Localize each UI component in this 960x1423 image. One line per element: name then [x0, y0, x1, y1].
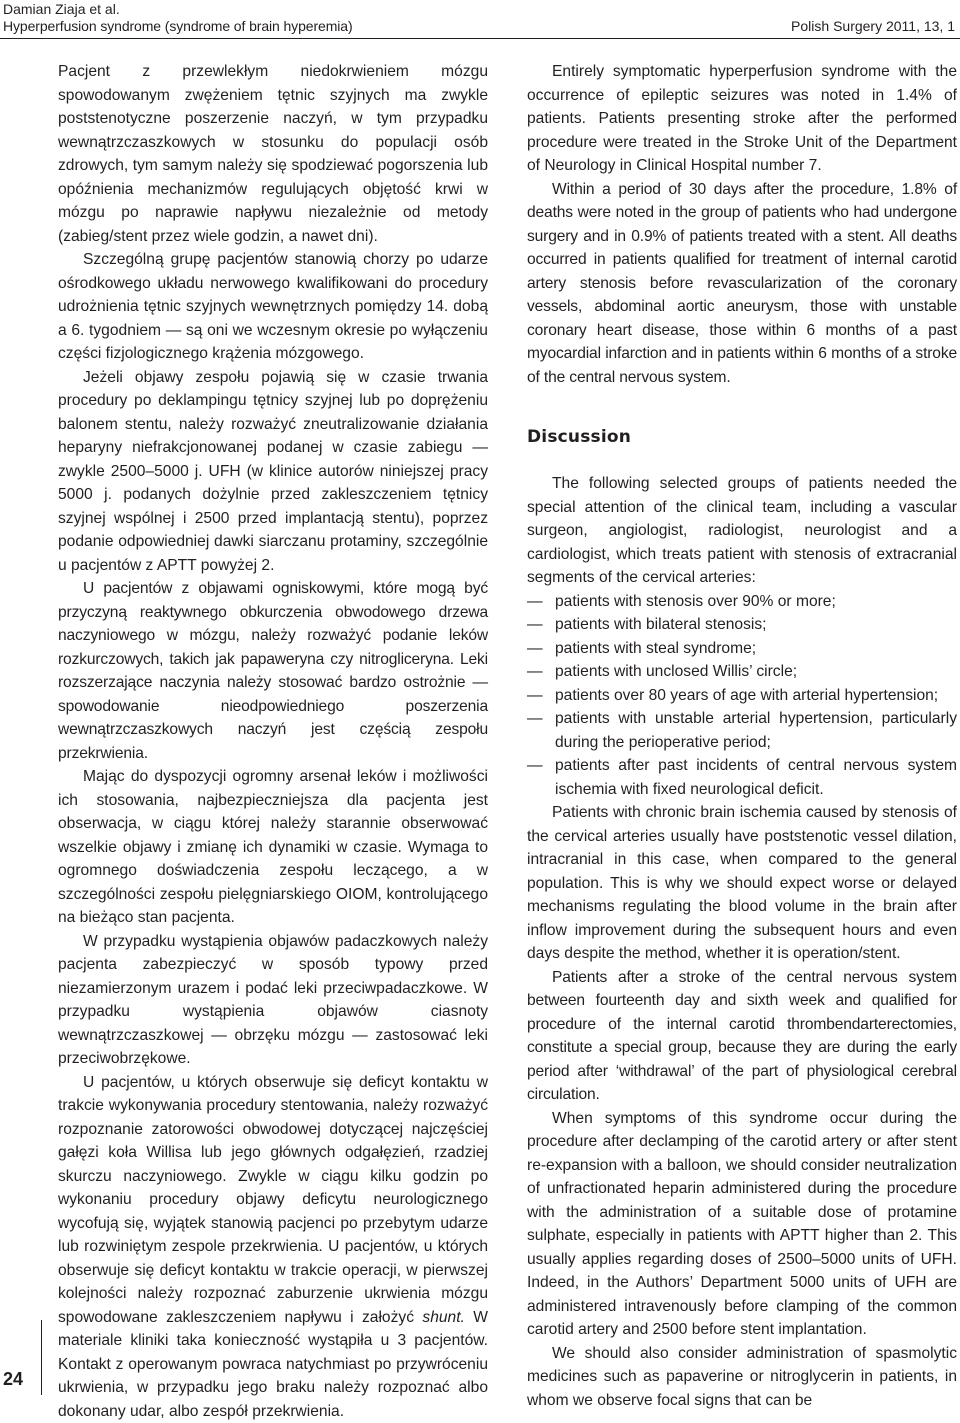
paragraph: Patients after a stroke of the central nervous system between fourteenth day and sixth week and qualified for procedure of the internal carotid thrombendarterectomies, constitute a special group, because they are during the early period after ‘withdrawal’ of the part of physiological cerebral circulation. [527, 966, 957, 1107]
header-article-title: Hyperperfusion syndrome (syndrome of brain hyperemia) [3, 18, 353, 35]
list-item: — patients with unclosed Willis’ circle; [527, 660, 957, 684]
list-item: — patients after past incidents of central nervous system ischemia with fixed neurological deficit. [527, 754, 957, 801]
paragraph: The following selected groups of patients needed the special attention of the clinical team, including a vascular surgeon, angiologist, radiologist, neurologist and a cardiologist, which treats patient with stenosis of extracranial segments of the cervical arteries: [527, 472, 957, 590]
patient-group-list [527, 590, 957, 802]
list-item: — patients with steal syndrome; [527, 637, 957, 661]
paragraph: W przypadku wystąpienia objawów padaczkowych należy pacjenta zabezpieczyć w sposób typowy przed niezamierzonym urazem i podać leki przeciwpadaczkowe. W przypadku wystąpienia objawów ciasnoty wewnątrzczaszkowej — obrzęku mózgu — zastosować leki przeciwobrzękowe. [58, 930, 488, 1071]
paragraph: When symptoms of this syndrome occur during the procedure after declamping of the carotid artery or after stent re-expansion with a balloon, we should consider neutralization of unfractionated heparin administered during the procedure with the administration of a suitable dose of protamine sulphate, especially in patients with APTT higher than 2. This usually applies regarding doses of 2500–5000 units of UFH. Indeed, in the Authors’ Department 5000 units of UFH are administered intravenously before clamping of the common carotid artery and 2500 before stent implantation. [527, 1107, 957, 1342]
left-column [58, 60, 488, 1423]
page-number-rule [41, 1320, 42, 1395]
list-item: — patients with bilateral stenosis; [527, 613, 957, 637]
section-heading-discussion: Discussion [527, 426, 957, 448]
list-item: — patients with unstable arterial hypertension, particularly during the perioperative period; [527, 707, 957, 754]
right-column [527, 60, 957, 1412]
running-header [3, 1, 353, 35]
paragraph: Within a period of 30 days after the procedure, 1.8% of deaths were noted in the group of patients who had undergone surgery and in 0.9% of patients treated with a stent. All deaths occurred in patients qualified for treatment of internal carotid artery stenosis before revascularization of the coronary vessels, abdominal aortic aneurysm, those with unstable coronary heart disease, those within 6 months of a past myocardial infarction and in patients within 6 months of a stroke of the central nervous system. [527, 178, 957, 390]
header-rule [0, 38, 960, 39]
paragraph: Pacjent z przewlekłym niedokrwieniem mózgu spowodowanym zwężeniem tętnic szyjnych ma zwykle poststenotyczne poszerzenie naczyń, w tym przypadku wewnątrzczaszkowych w stosunku do populacji osób zdrowych, tym samym należy się spodziewać pogorszenia lub opóźnienia mechanizmów regulujących objętość krwi w mózgu po naprawie napływu niezależnie od metody (zabieg/stent przez wiele godzin, a nawet dni). [58, 60, 488, 248]
list-item: — patients over 80 years of age with arterial hypertension; [527, 684, 957, 708]
paragraph-text: W materiale kliniki taka konieczność wystąpiła u 3 pacjentów. Kontakt z operowanym powraca natychmiast po przywróceniu ukrwienia, w przypadku jego braku należy rozpoznać albo dokonany udar, albo zespół przekrwienia. [58, 1309, 488, 1420]
list-item: — patients with stenosis over 90% or more; [527, 590, 957, 614]
paragraph: Mając do dyspozycji ogromny arsenał leków i możliwości ich stosowania, najbezpieczniejsza dla pacjenta jest obserwacja, w ciągu której należy starannie obserwować wszelkie objawy i zmianę ich dynamiki w czasie. Wymaga to ogromnego doświadczenia zespołu leczącego, a w szczególności zespołu pielęgniarskiego OIOM, kontrolującego na bieżąco stan pacjenta. [58, 765, 488, 930]
shunt-italic: shunt. [422, 1309, 464, 1326]
paragraph [58, 1071, 488, 1423]
paragraph: U pacjentów z objawami ogniskowymi, które mogą być przyczyną reaktywnego obkurczenia obwodowego drzewa naczyniowego w mózgu, należy rozważyć podanie leków rozkurczowych, takich jak papaweryna czy nitrogliceryna. Leki rozszerzające naczynia należy stosować bardzo ostrożnie — spowodowanie nieodpowiedniego poszerzenia wewnątrzczaszkowych naczyń jest częścią zespołu przekrwienia. [58, 577, 488, 765]
paragraph-text: U pacjentów, u których obserwuje się deficyt kontaktu w trakcie wykonywania procedury stentowania, należy rozważyć rozpoznanie zatorowości obwodowej dotyczącej najczęściej gałęzi koła Willisa lub jego głównych odgałęzień, rzadziej skurczu naczyniowego. Zwykle w ciągu kilku godzin po wykonaniu procedury objawy deficytu neurologicznego wycofują się, wyjątek stanowią pacjenci po przebytym udarze lub rozwiniętym zespole przekrwienia. U pacjentów, u których obserwuje się deficyt kontaktu w trakcie operacji, w pierwszej kolejności należy rozpoznać zaburzenie ukrwienia mózgu spowodowane zakleszczeniem napływu i założyć [58, 1074, 488, 1326]
paragraph: Patients with chronic brain ischemia caused by stenosis of the cervical arteries usually have poststenotic vessel dilation, intracranial in this case, when compared to the general population. This is why we should expect worse or delayed mechanisms regulating the blood volume in the brain after inflow improvement during the subsequent hours and even days despite the method, whether it is operation/stent. [527, 801, 957, 966]
paragraph: Entirely symptomatic hyperperfusion syndrome with the occurrence of epileptic seizures was noted in 1.4% of patients. Patients presenting stroke after the performed procedure were treated in the Stroke Unit of the Department of Neurology in Clinical Hospital number 7. [527, 60, 957, 178]
paragraph: Jeżeli objawy zespołu pojawią się w czasie trwania procedury po deklampingu tętnicy szyjnej lub po doprężeniu balonem stentu, należy rozważyć zneutralizowanie działania heparyny niefrakcjonowanej podanej w czasie zabiegu — zwykle 2500–5000 j. UFH (w klinice autorów niniejszej pracy 5000 j. podanych dożylnie przed zakleszczeniem tętnicy szyjnej wspólnej i 2500 przed implantacją stentu), poprzez podanie odpowiedniej dawki siarczanu protaminy, szczególnie u pacjentów z APTT powyżej 2. [58, 366, 488, 578]
header-journal: Polish Surgery 2011, 13, 1 [791, 18, 955, 35]
header-author: Damian Ziaja et al. [3, 1, 353, 18]
paragraph: We should also consider administration of spasmolytic medicines such as papaverine or nitroglycerin in patients, in whom we observe focal signs that can be [527, 1342, 957, 1413]
paragraph: Szczególną grupę pacjentów stanowią chorzy po udarze ośrodkowego układu nerwowego kwalifikowani do procedury udrożnienia tętnic szyjnych wewnętrznych pomiędzy 14. dobą a 6. tygodniem — są oni we wczesnym okresie po wyłączeniu części fizjologicznego krążenia mózgowego. [58, 248, 488, 366]
page-number: 24 [3, 1369, 23, 1390]
